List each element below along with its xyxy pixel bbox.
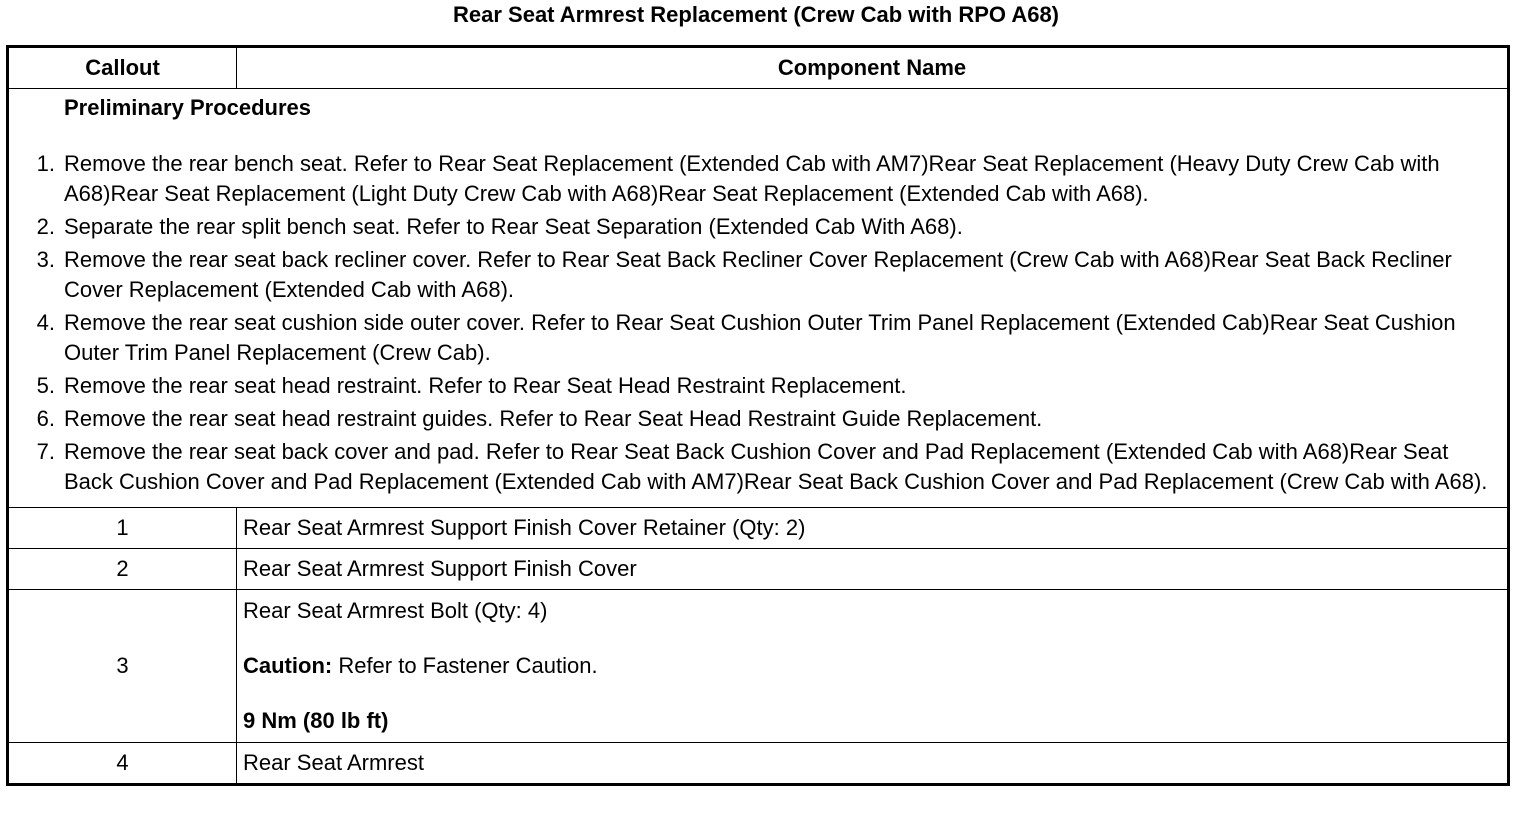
component-name: Rear Seat Armrest Bolt (Qty: 4) xyxy=(243,598,548,623)
torque-spec: 9 Nm (80 lb ft) xyxy=(243,708,389,733)
component-name-cell: Rear Seat Armrest Support Finish Cover Retainer (Qty: 2) xyxy=(237,508,1509,549)
callout-cell: 4 xyxy=(8,743,237,785)
preliminary-procedures-heading: Preliminary Procedures xyxy=(64,95,312,120)
table-header-row xyxy=(8,47,1509,89)
step-text: Remove the rear seat cushion side outer cover. Refer to Rear Seat Cushion Outer Trim Panel Replacement (Extended Cab)Rear Seat Cushion Outer Trim Panel Replacement (Crew Cab). xyxy=(64,310,1456,365)
step-number: 4. xyxy=(36,310,55,335)
table-row xyxy=(8,549,1509,590)
column-header-component-name: Component Name xyxy=(237,47,1509,89)
caution-text: Refer to Fastener Caution. xyxy=(332,653,598,678)
step-text: Remove the rear seat head restraint guides. Refer to Rear Seat Head Restraint Guide Replacement. xyxy=(64,406,1043,431)
page-title: Rear Seat Armrest Replacement (Crew Cab with RPO A68) xyxy=(453,2,1059,27)
procedure-step xyxy=(25,404,1493,434)
step-text: Remove the rear seat back cover and pad. Refer to Rear Seat Back Cushion Cover and Pad Replacement (Extended Cab with A68)Rear Seat Back Cushion Cover and Pad Replacement (Extended Cab with AM7)Rear Seat Back Cushion Cover and Pad Replacement (Crew Cab with A68). xyxy=(64,439,1488,494)
callout-cell: 2 xyxy=(8,549,237,590)
step-number: 3. xyxy=(36,247,55,272)
procedure-step xyxy=(25,212,1493,242)
preliminary-procedures-cell xyxy=(8,89,1509,508)
step-text: Remove the rear seat back recliner cover. Refer to Rear Seat Back Recliner Cover Replacement (Crew Cab with A68)Rear Seat Back Recliner Cover Replacement (Extended Cab with A68). xyxy=(64,247,1452,302)
callout-cell: 1 xyxy=(8,508,237,549)
table-row xyxy=(8,743,1509,785)
step-text: Remove the rear bench seat. Refer to Rear Seat Replacement (Extended Cab with AM7)Rear Seat Replacement (Heavy Duty Crew Cab with A68)Rear Seat Replacement (Light Duty Crew Cab with A68)Rear Seat Replacement (Extended Cab with A68). xyxy=(64,151,1440,206)
step-number: 7. xyxy=(36,439,55,464)
column-header-callout: Callout xyxy=(8,47,237,89)
procedure-step xyxy=(25,308,1493,368)
step-number: 6. xyxy=(36,406,55,431)
procedure-step xyxy=(25,371,1493,401)
component-name-cell xyxy=(237,590,1509,743)
procedure-step xyxy=(25,149,1493,209)
procedure-step xyxy=(25,437,1493,497)
step-number: 1. xyxy=(36,151,55,176)
preliminary-steps-list xyxy=(25,149,1493,497)
procedure-step xyxy=(25,245,1493,305)
components-table xyxy=(6,45,1510,786)
table-row xyxy=(8,590,1509,743)
caution-note xyxy=(243,651,1501,681)
step-text: Remove the rear seat head restraint. Refer to Rear Seat Head Restraint Replacement. xyxy=(64,373,907,398)
step-number: 5. xyxy=(36,373,55,398)
preliminary-procedures-row xyxy=(8,89,1509,508)
step-number: 2. xyxy=(36,214,55,239)
table-row xyxy=(8,508,1509,549)
callout-cell: 3 xyxy=(8,590,237,743)
component-name-cell: Rear Seat Armrest Support Finish Cover xyxy=(237,549,1509,590)
step-text: Separate the rear split bench seat. Refer to Rear Seat Separation (Extended Cab With A68). xyxy=(64,214,963,239)
caution-label: Caution: xyxy=(243,653,333,678)
component-name-cell: Rear Seat Armrest xyxy=(237,743,1509,785)
